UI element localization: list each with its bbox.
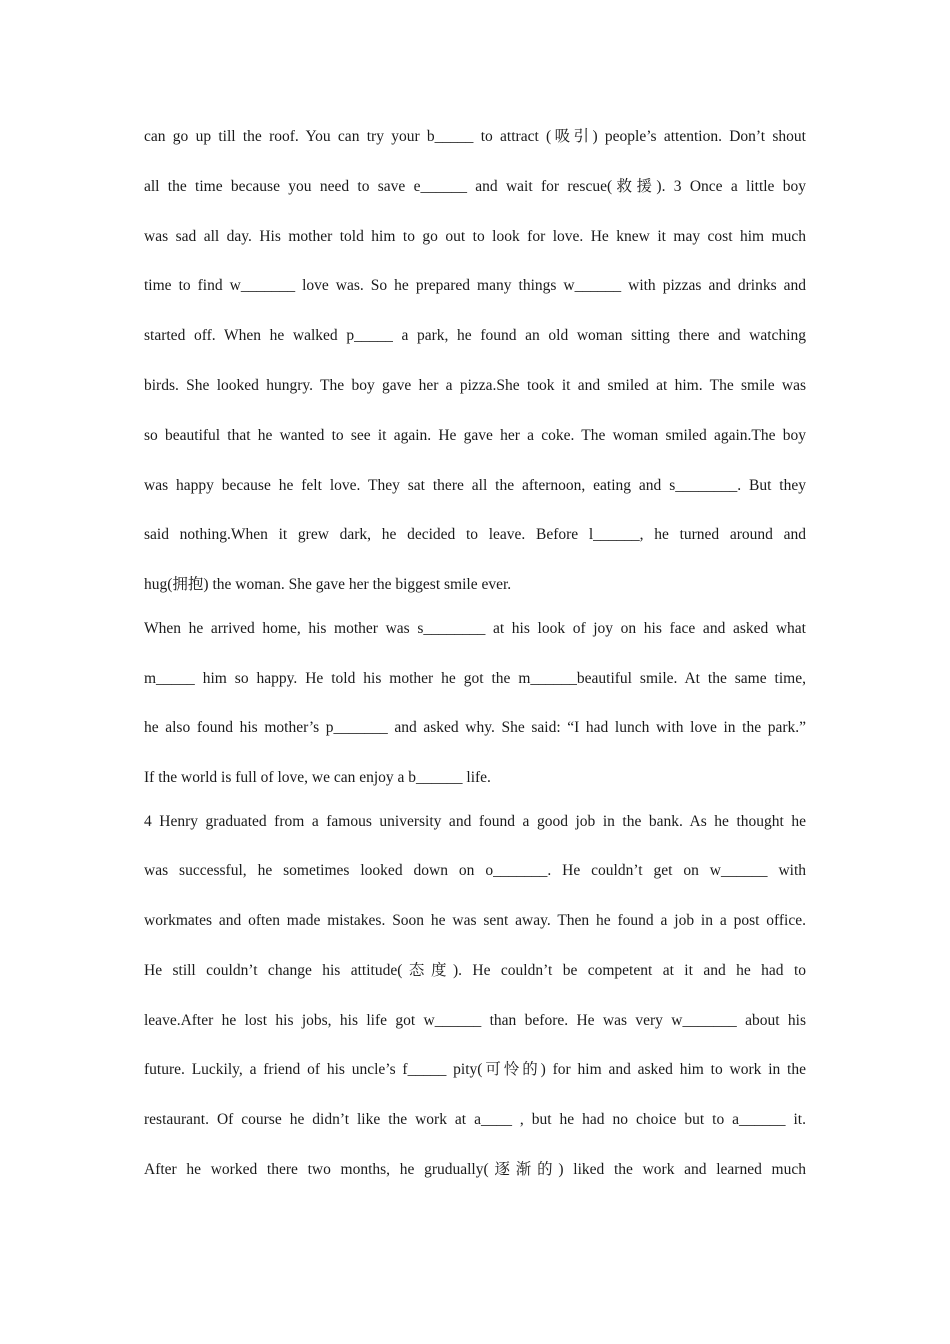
- text-line: so beautiful that he wanted to see it again. He gave her a coke. The woman smiled again.The boy: [144, 427, 806, 444]
- text-line: restaurant. Of course he didn’t like the work at a____ , but he had no choice but to a______ it.: [144, 1111, 806, 1128]
- text-line: can go up till the roof. You can try your b_____ to attract (吸引) people’s attention. Don’t shout: [144, 128, 806, 145]
- text-line: started off. When he walked p_____ a park, he found an old woman sitting there and watching: [144, 327, 806, 344]
- text-line: hug(拥抱) the woman. She gave her the biggest smile ever.: [144, 576, 512, 593]
- text-line: workmates and often made mistakes. Soon he was sent away. Then he found a job in a post office.: [144, 912, 806, 929]
- text-line: was happy because he felt love. They sat there all the afternoon, eating and s________. But they: [144, 477, 806, 494]
- text-line: 4 Henry graduated from a famous university and found a good job in the bank. As he thought he: [144, 813, 806, 830]
- text-line: he also found his mother’s p_______ and asked why. She said: “I had lunch with love in the park.”: [144, 719, 806, 736]
- text-line: He still couldn’t change his attitude(态度). He couldn’t be competent at it and he had to: [144, 962, 806, 979]
- text-line: birds. She looked hungry. The boy gave her a pizza.She took it and smiled at him. The smile was: [144, 377, 806, 394]
- text-line: was successful, he sometimes looked down on o_______. He couldn’t get on w______ with: [144, 862, 806, 879]
- text-line: After he worked there two months, he grudually(逐渐的) liked the work and learned much: [144, 1161, 806, 1178]
- text-line: When he arrived home, his mother was s________ at his look of joy on his face and asked what: [144, 620, 806, 637]
- text-line: was sad all day. His mother told him to go out to look for love. He knew it may cost him much: [144, 228, 806, 245]
- text-line: leave.After he lost his jobs, his life got w______ than before. He was very w_______ about his: [144, 1012, 806, 1029]
- text-line: If the world is full of love, we can enjoy a b______ life.: [144, 769, 491, 786]
- text-line: m_____ him so happy. He told his mother he got the m______beautiful smile. At the same time,: [144, 670, 806, 687]
- text-line: said nothing.When it grew dark, he decided to leave. Before l______, he turned around and: [144, 526, 806, 543]
- text-line: all the time because you need to save e______ and wait for rescue(救援). 3 Once a little boy: [144, 178, 806, 195]
- text-line: future. Luckily, a friend of his uncle’s f_____ pity(可怜的) for him and asked him to work in the: [144, 1061, 806, 1078]
- text-line: time to find w_______ love was. So he prepared many things w______ with pizzas and drinks and: [144, 277, 806, 294]
